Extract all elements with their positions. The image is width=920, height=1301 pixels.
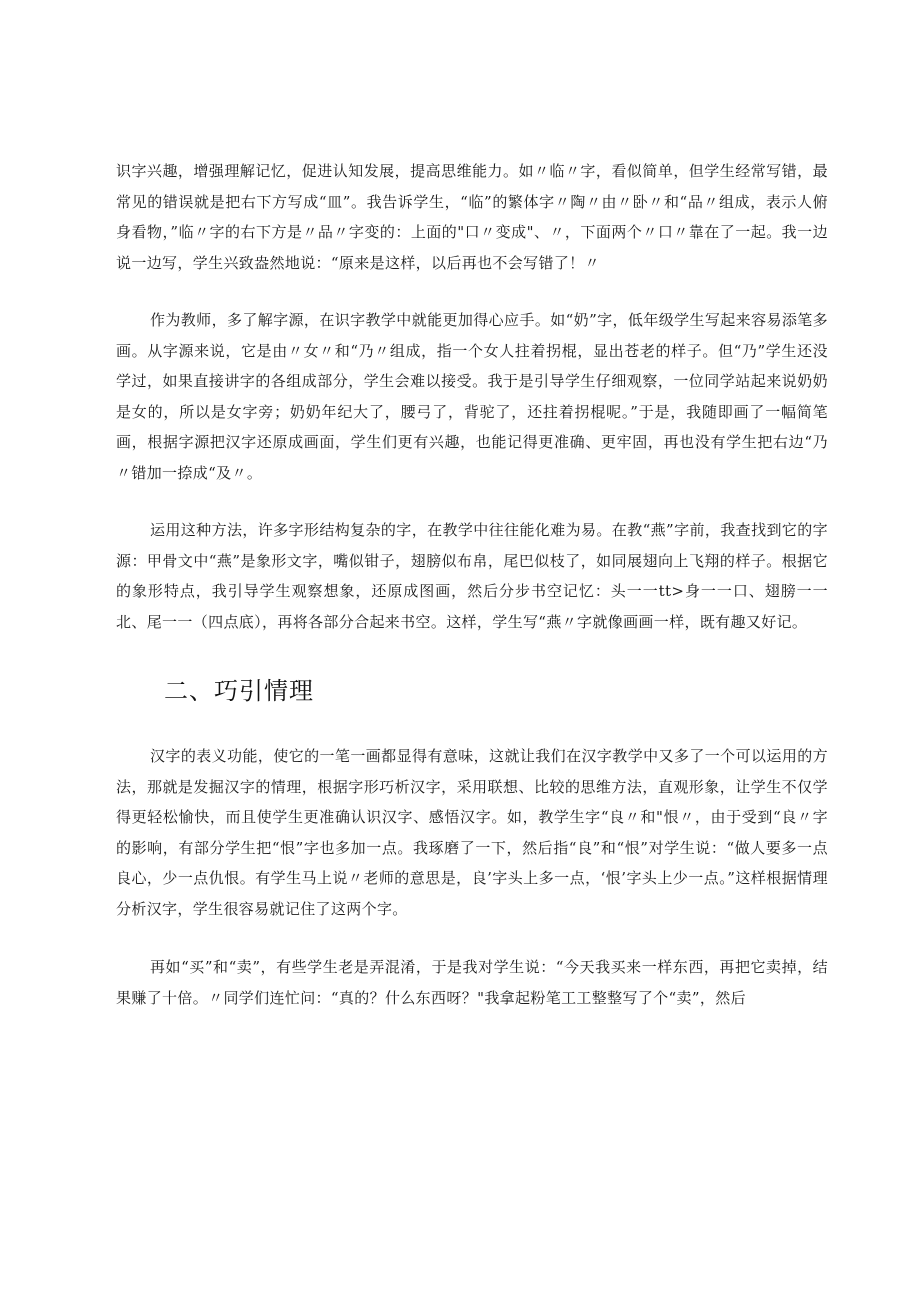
section-heading: 二、巧引情理	[164, 677, 314, 705]
body-paragraph-zi-yuan: 作为教师，多了解字源，在识字教学中就能更加得心应手。如“奶”字，低年级学生写起来容易添笔多画。从字源来说，它是由〃女〃和“乃〃组成，指一个女人拄着拐棍，显出苍老的样子。但“乃”学生还没学过，如果直接讲字的各组成部分，学生会难以接受。我于是引导学生仔细观察，一位同学站起来说奶奶是女的，所以是女字旁；奶奶年纪大了，腰弓了，背驼了，还拄着拐棍呢。”于是，我随即画了一幅简笔画，根据字源把汉字还原成画面，学生们更有兴趣，也能记得更准确、更牢固，再也没有学生把右边“乃〃错加一捺成“及〃。	[116, 311, 828, 482]
body-paragraph-continuation: 识字兴趣，增强理解记忆，促进认知发展，提高思维能力。如〃临〃字，看似简单，但学生经常写错，最常见的错误就是把右下方写成“皿”。我告诉学生，“临”的繁体字〃陶〃由〃卧〃和“品〃组成，表示人俯身看物，”临〃字的右下方是〃品〃字变的：上面的"口〃变成"、〃，下面两个〃口〃靠在了一起。我一边说一边写，学生兴致盎然地说：“原来是这样，以后再也不会写错了！〃	[116, 162, 828, 272]
body-paragraph-yan-zi: 运用这种方法，许多字形结构复杂的字，在教学中往往能化难为易。在教“燕”字前，我查找到它的字源：甲骨文中“燕”是象形文字，嘴似钳子，翅膀似布帛，尾巴似枝了，如同展翅向上飞翔的样子。根据它的象形特点，我引导学生观察想象，还原成图画，然后分步书空记忆：头一一tt>身一一口、翅膀一一北、尾一一（四点底），再将各部分合起来书空。这样，学生写“燕〃字就像画画一样，既有趣又好记。	[116, 521, 828, 631]
document-page	[116, 156, 828, 1013]
body-paragraph-qing-li: 汉字的表义功能，使它的一笔一画都显得有意味，这就让我们在汉字教学中又多了一个可以运用的方法，那就是发掘汉字的情理，根据字形巧析汉字，采用联想、比较的思维方法，直观形象，让学生不仅学得更轻松愉快，而且使学生更准确认识汉字、感悟汉字。如，教学生字“良〃和"恨〃，由于受到“良〃字的影响，有部分学生把“恨”字也多加一点。我琢磨了一下，然后指“良”和“恨”对学生说：“做人要多一点良心，少一点仇恨。有学生马上说〃老师的意思是，良’字头上多一点，‘恨’字头上少一点。”这样根据情理分析汉字，学生很容易就记住了这两个字。	[116, 747, 828, 918]
body-paragraph-mai-mai: 再如“买”和“卖”，有些学生老是弄混淆，于是我对学生说：“今天我买来一样东西，再把它卖掉，结果赚了十倍。〃同学们连忙问：“真的？什么东西呀？"我拿起粉笔工工整整写了个“卖”，然后	[116, 958, 828, 1007]
